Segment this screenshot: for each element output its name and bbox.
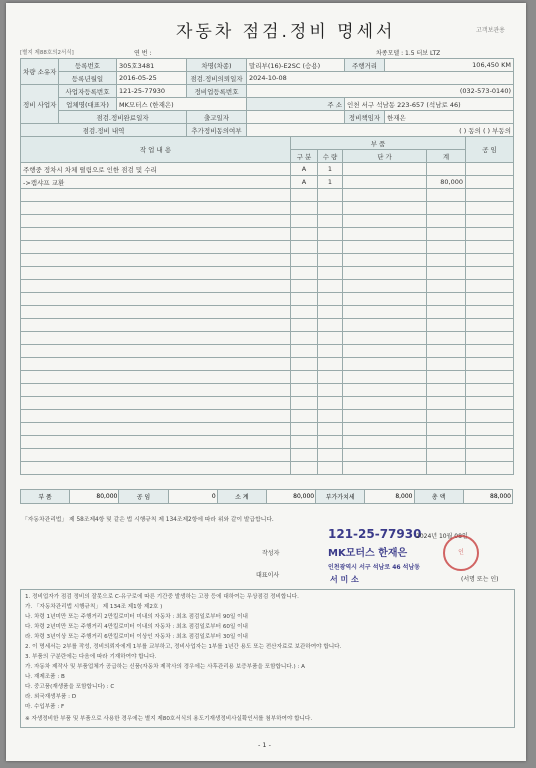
table-row: [21, 384, 514, 397]
grand-total: 88,000: [463, 490, 512, 504]
grand-total-label: 총 액: [414, 490, 463, 504]
table-row: [21, 462, 514, 475]
odometer-label: 주행거리: [345, 59, 385, 72]
labor-total: 0: [168, 490, 217, 504]
kind-column-header: 구 분: [291, 150, 318, 163]
subtotal: 80,000: [266, 490, 315, 504]
totals-bar: [20, 489, 513, 504]
note-line: 마. 수입부품 : F: [25, 704, 65, 710]
note-line: 1. 정비업자가 점검 정비의 잘못으로 C-유구로에 따른 기간중 발생하는 고장 등에 대하여는 무상점검 정비합니다.: [25, 594, 299, 600]
rep-label: 대표이사: [256, 572, 280, 579]
table-row: [21, 267, 514, 280]
note-line: 3. 부품의 구분란에는 다음에 따라 기재하여야 합니다.: [25, 654, 157, 660]
table-row: [21, 163, 514, 176]
legal-statement: 「자동차관리법」 제 58조제4항 및 같은 법 시행규칙 제 134조제2항에 따라 위와 같이 발급합니다.: [22, 517, 274, 523]
table-row: [21, 345, 514, 358]
release-date-value: [247, 111, 345, 124]
table-row: [21, 293, 514, 306]
company-seal-stamp: 인: [443, 535, 479, 571]
part-sum: 80,000: [427, 176, 466, 189]
note-line: ※ 자생정비한 부품 및 부품으로 사용한 경우에는 별지 제80호서식의 용도기재생정비사실확인서를 첨부하여야 합니다.: [25, 716, 313, 722]
detail-label: 점검.정비 내역: [21, 124, 187, 137]
request-date-value: 2024-10-08: [247, 72, 514, 85]
work-column-header: 작 업 내 용: [21, 137, 291, 163]
signature-name: 서 미 소: [330, 575, 359, 584]
copy-label: 고객보관용: [476, 27, 505, 34]
shop-name-label: 업체명(대표자): [59, 98, 117, 111]
table-row: [21, 319, 514, 332]
work-table: [20, 136, 514, 475]
biz-no-label: 사업자등록번호: [59, 85, 117, 98]
shop-section-label: 정비 사업자: [21, 85, 59, 124]
labor-column-header: 공 임: [466, 137, 514, 163]
table-row: [21, 306, 514, 319]
page-number: - 1 -: [258, 741, 271, 749]
note-line: 다. 차령 2년미만 또는 주행거리 4만킬로미터 이내의 자동차 : 최초 점검일로부터 60일 이내: [25, 624, 248, 630]
table-row: [21, 215, 514, 228]
unit-price-column-header: 단 가: [343, 150, 427, 163]
table-row: [21, 254, 514, 267]
biz-no-value: 121-25-77930: [117, 85, 187, 98]
model-grade: 차종모델 : 1.5 터보 LTZ: [376, 50, 441, 57]
reg-date-label: 등록년월일: [59, 72, 117, 85]
manager-label: 정비책임자: [345, 111, 385, 124]
table-row: [21, 358, 514, 371]
vehicle-shop-table: [20, 58, 514, 137]
note-line: 가. 「자동차관리법 시행규칙」 제 134조 제1항 제2호 ): [25, 604, 163, 610]
parts-total-label: 부 품: [21, 490, 70, 504]
request-date-label: 점검.정비의뢰일자: [187, 72, 247, 85]
address-value: 인천 서구 석남동 223-657 (석남로 46): [345, 98, 514, 111]
document-page: [6, 3, 526, 761]
table-row: [21, 436, 514, 449]
odometer-value: 106,450 KM: [385, 59, 514, 72]
note-line: 2. 이 명세서는 2부를 작성, 정비의뢰자에게 1부를 교부하고, 정비사업자는 1부를 1년간 용도 또는 전산자료로 보관하여야 합니다.: [25, 644, 342, 650]
reg-no-label: 등록번호: [59, 59, 117, 72]
note-line: 라. 차령 3년이상 또는 주행거리 6만킬로미터 이상인 자동차 : 최초 점검일로부터 30일 이내: [25, 634, 248, 640]
table-row: [21, 228, 514, 241]
parts-total: 80,000: [70, 490, 119, 504]
table-row: [21, 410, 514, 423]
address-label: 주 소: [247, 98, 345, 111]
work-description: ->캠샤프 교환: [21, 176, 291, 189]
table-row: [21, 371, 514, 384]
table-row: [21, 332, 514, 345]
labor-total-label: 공 임: [119, 490, 168, 504]
notes-box: [20, 589, 515, 728]
shop-name-value: MK모터스 (한재은): [117, 98, 247, 111]
part-sum: [427, 163, 466, 176]
qty-column-header: 수 량: [318, 150, 343, 163]
table-row: [21, 280, 514, 293]
note-line: 나. 차령 1년미만 또는 주행거리 2만킬로미터 미내의 자동차 : 최초 점검일로부터 90일 이내: [25, 614, 248, 620]
vat-label: 부가가치세: [316, 490, 365, 504]
document-title: 자동차 점검.정비 명세서: [176, 22, 396, 42]
work-description: 주행중 정차시 차체 떨림으로 인한 점검 및 수리: [21, 163, 291, 176]
issue-date: 2024년 10월 08일: [416, 533, 468, 540]
serial-label: 연 번 :: [134, 50, 152, 57]
parts-column-header: 부 품: [291, 137, 466, 150]
stamp-biz-no: 121-25-77930: [328, 527, 422, 541]
form-number: [별지 제88호의2서식]: [20, 50, 74, 56]
stamp-address: 인천광역시 서구 석남로 46 석남동: [328, 564, 421, 571]
note-line: 가. 자동차 제작사 및 부품업체가 공급하는 신품(자동차 제작사의 경우에는 사후관리용 보증부품을 포함합니다.) : A: [25, 664, 305, 670]
model-label: 차명(차종): [187, 59, 247, 72]
shop-phone: (032-573-0140): [247, 85, 514, 98]
vat: 8,000: [365, 490, 414, 504]
table-row: [21, 202, 514, 215]
reg-no-value: 305호3481: [117, 59, 187, 72]
table-row: [21, 397, 514, 410]
part-kind: A: [291, 176, 318, 189]
table-row: [21, 176, 514, 189]
shop-reg-label: 정비업등록번호: [187, 85, 247, 98]
part-qty: 1: [318, 163, 343, 176]
manager-value: 한재은: [385, 111, 514, 124]
part-kind: A: [291, 163, 318, 176]
consent-options: ( ) 동의 ( ) 부동의: [247, 124, 514, 137]
note-line: 다. 중고품(재생품을 포함합니다) : C: [25, 684, 115, 690]
table-row: [21, 449, 514, 462]
model-value: 말리부(16)-E2SC (승용): [247, 59, 345, 72]
table-row: [21, 189, 514, 202]
owner-section-label: 차량 소유자: [21, 59, 59, 85]
release-date-label: 출고일자: [187, 111, 247, 124]
note-line: 라. 외국재생부품 : D: [25, 694, 77, 700]
issuer-label: 작성자: [262, 550, 280, 557]
note-line: 나. 재제조품 : B: [25, 674, 65, 680]
sign-hint: (서명 또는 인): [461, 576, 499, 583]
sum-column-header: 계: [427, 150, 466, 163]
stamp-company: MK모터스 한재은: [328, 548, 408, 559]
table-row: [21, 241, 514, 254]
part-qty: 1: [318, 176, 343, 189]
extra-consent-label: 추가정비동의여부: [187, 124, 247, 137]
statement-form: [20, 58, 513, 510]
done-date-label: 점검.정비완료일자: [59, 111, 187, 124]
reg-date-value: 2016-05-25: [117, 72, 187, 85]
subtotal-label: 소 계: [217, 490, 266, 504]
table-row: [21, 423, 514, 436]
